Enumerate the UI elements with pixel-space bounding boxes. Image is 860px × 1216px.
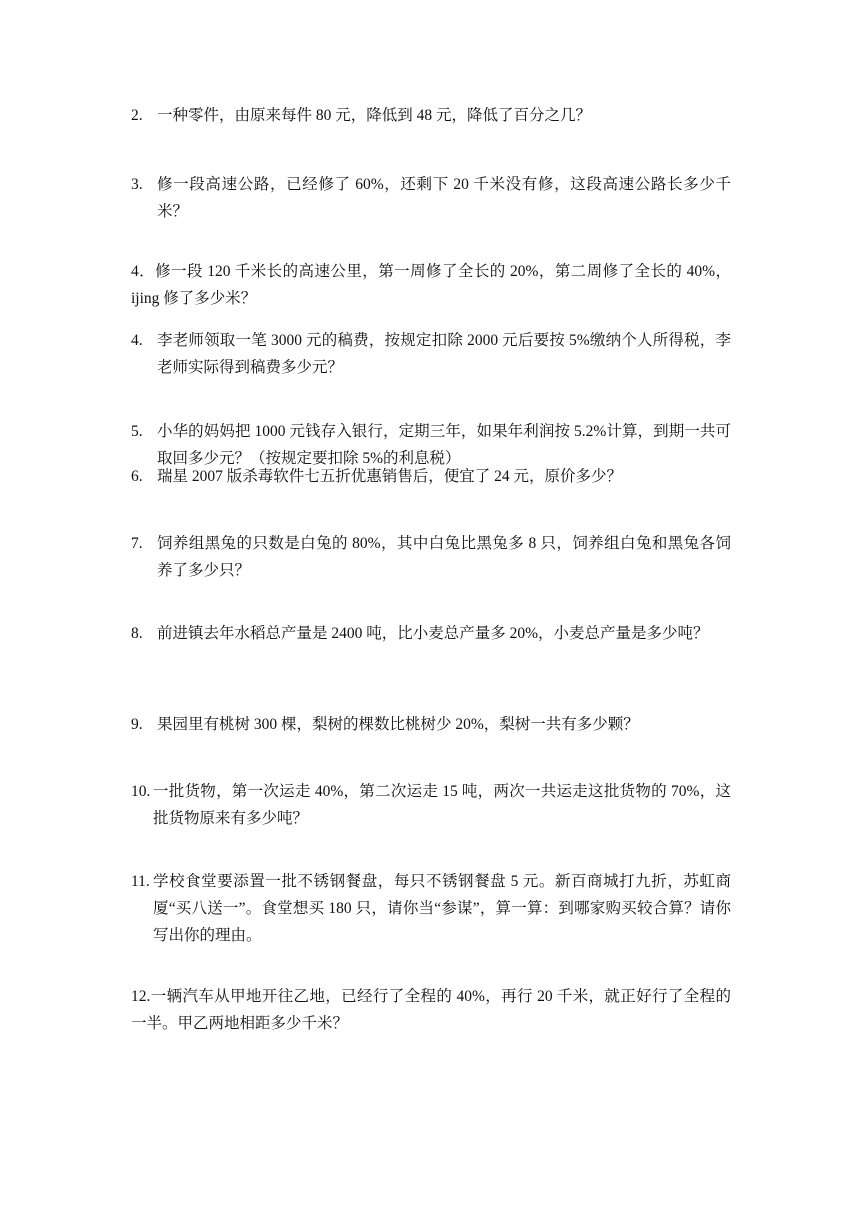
question-7 — [131, 530, 731, 584]
question-text: 果园里有桃树 300 棵，梨树的棵数比桃树少 20%，梨树一共有多少颗？ — [157, 716, 639, 733]
question-number: 4. — [131, 332, 143, 349]
question-number: 11. — [131, 873, 150, 890]
question-text: 一批货物，第一次运走 40%，第二次运走 15 吨，两次一共运走这批货物的 70%，这批货物原来有多少吨？ — [153, 783, 731, 827]
question-number: 6. — [131, 468, 143, 485]
question-number: 9. — [131, 716, 143, 733]
question-text: 李老师领取一笔 3000 元的稿费，按规定扣除 2000 元后要按 5%缴纳个人所得税，李老师实际得到稿费多少元？ — [157, 332, 731, 376]
question-text: 瑞星 2007 版杀毒软件七五折优惠销售后，便宜了 24 元，原价多少？ — [157, 468, 623, 485]
question-text: 饲养组黑兔的只数是白兔的 80%，其中白兔比黑兔多 8 只，饲养组白兔和黑兔各饲养了多少只？ — [157, 535, 731, 579]
question-2 — [131, 102, 731, 129]
question-3 — [131, 171, 731, 225]
question-number: 2. — [131, 107, 143, 124]
question-4b — [131, 327, 731, 381]
question-number: 7. — [131, 535, 143, 552]
question-text: 修一段高速公路，已经修了 60%，还剩下 20 千米没有修，这段高速公路长多少千米？ — [157, 176, 731, 220]
question-number: 5. — [131, 423, 143, 440]
question-11 — [131, 868, 731, 949]
question-4a — [131, 258, 731, 312]
question-12 — [131, 983, 731, 1037]
question-8 — [131, 620, 731, 647]
question-number: 8. — [131, 625, 143, 642]
question-6 — [131, 463, 731, 490]
question-text: 小华的妈妈把 1000 元钱存入银行，定期三年，如果年利润按 5.2%计算，到期一共可取回多少元？（按规定要扣除 5%的利息税） — [157, 423, 731, 467]
question-text: 前进镇去年水稻总产量是 2400 吨，比小麦总产量多 20%，小麦总产量是多少吨？ — [157, 625, 709, 642]
question-10 — [131, 778, 731, 832]
question-text: 12.一辆汽车从甲地开往乙地，已经行了全程的 40%，再行 20 千米，就正好行了全程的一半。甲乙两地相距多少千米？ — [131, 988, 731, 1032]
question-text: 4．修一段 120 千米长的高速公里，第一周修了全长的 20%，第二周修了全长的 40%，ijing 修了多少米？ — [131, 263, 731, 307]
question-text: 学校食堂要添置一批不锈钢餐盘，每只不锈钢餐盘 5 元。新百商城打九折，苏虹商厦“买八送一”。食堂想买 180 只，请你当“参谋”，算一算：到哪家购买较合算？请你写出你的理由。 — [153, 873, 731, 944]
question-9 — [131, 711, 731, 738]
question-number: 3. — [131, 176, 143, 193]
question-number: 10. — [131, 783, 151, 800]
question-text: 一种零件，由原来每件 80 元，降低到 48 元，降低了百分之几？ — [157, 107, 592, 124]
